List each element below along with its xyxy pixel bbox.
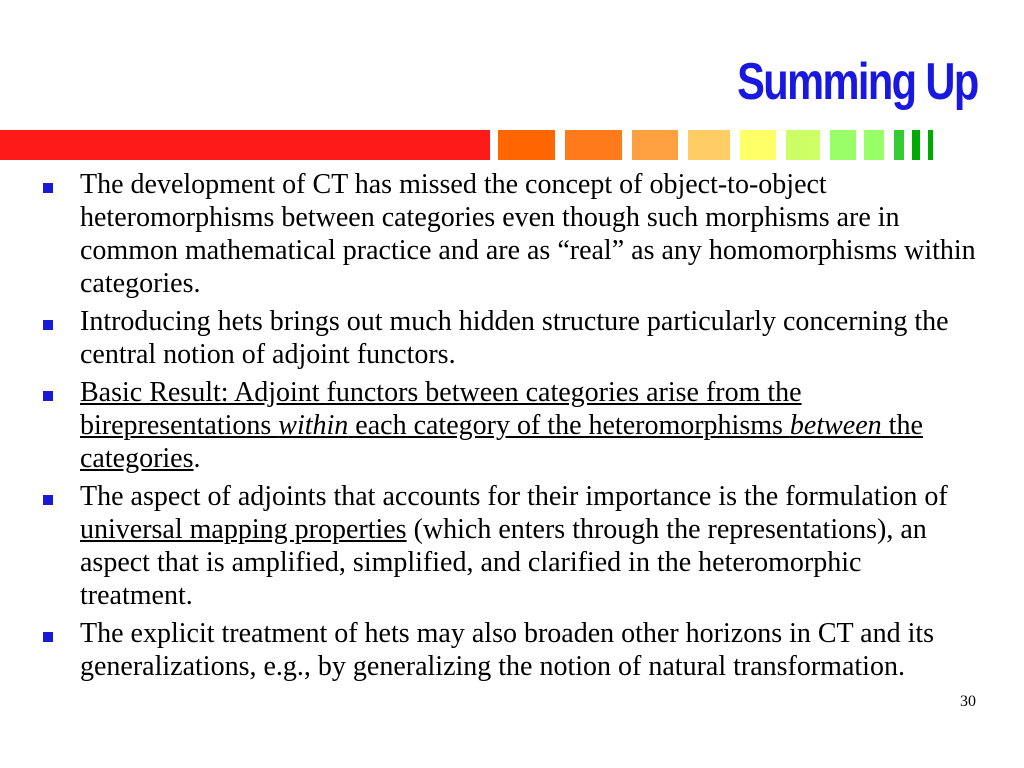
decorative-color-bar xyxy=(0,130,1024,160)
underlined-text: universal mapping properties xyxy=(80,514,407,545)
square-bullet-icon xyxy=(43,495,53,505)
bar-segment-1 xyxy=(498,130,555,160)
bar-red-segment xyxy=(0,130,490,160)
italic-text: between xyxy=(789,410,882,441)
text-segment: The aspect of adjoints that accounts for their importance is the formulation of xyxy=(80,481,948,512)
bullet-item xyxy=(40,617,980,683)
bullet-item xyxy=(40,305,980,371)
bar-segment-11 xyxy=(928,130,933,160)
bullet-item xyxy=(40,480,980,612)
bar-segment-4 xyxy=(688,130,730,160)
text-segment: Basic Result: Adjoint functors between categories arise from the birepresentations xyxy=(80,377,802,441)
text-segment: each category of the heteromorphisms xyxy=(348,410,790,441)
slide-title: Summing Up xyxy=(737,53,978,111)
bullet-list xyxy=(40,168,980,688)
bar-segment-3 xyxy=(632,130,678,160)
bar-segment-5 xyxy=(740,130,776,160)
text-segment: (which enters through the representations), an aspect that is amplified, simplified, and clarified in the heteromorphic treatment. xyxy=(80,514,927,611)
bar-segment-7 xyxy=(830,130,856,160)
square-bullet-icon xyxy=(43,320,53,330)
bullet-item xyxy=(40,376,980,475)
bar-segment-2 xyxy=(565,130,622,160)
bullet-text: Introducing hets brings out much hidden structure particularly concerning the central notion of adjoint functors. xyxy=(80,306,949,370)
bar-segment-9 xyxy=(894,130,904,160)
bar-segment-10 xyxy=(912,130,920,160)
italic-text: within xyxy=(278,410,349,441)
text-segment: the categories xyxy=(80,410,923,474)
bullet-text: The development of CT has missed the concept of object-to-object heteromorphisms between categories even though such morphisms are in common mathematical practice and are as “real” as any homomorphisms within categories. xyxy=(80,169,976,299)
page-number: 30 xyxy=(960,693,976,710)
square-bullet-icon xyxy=(43,632,53,642)
bullet-text: The explicit treatment of hets may also broaden other horizons in CT and its generalizations, e.g., by generalizing the notion of natural transformation. xyxy=(80,618,935,682)
square-bullet-icon xyxy=(43,391,53,401)
bar-segment-6 xyxy=(786,130,820,160)
underlined-text xyxy=(80,377,923,474)
text-segment: . xyxy=(193,443,201,474)
square-bullet-icon xyxy=(43,183,53,193)
bullet-item xyxy=(40,168,980,300)
bar-segment-8 xyxy=(864,130,884,160)
